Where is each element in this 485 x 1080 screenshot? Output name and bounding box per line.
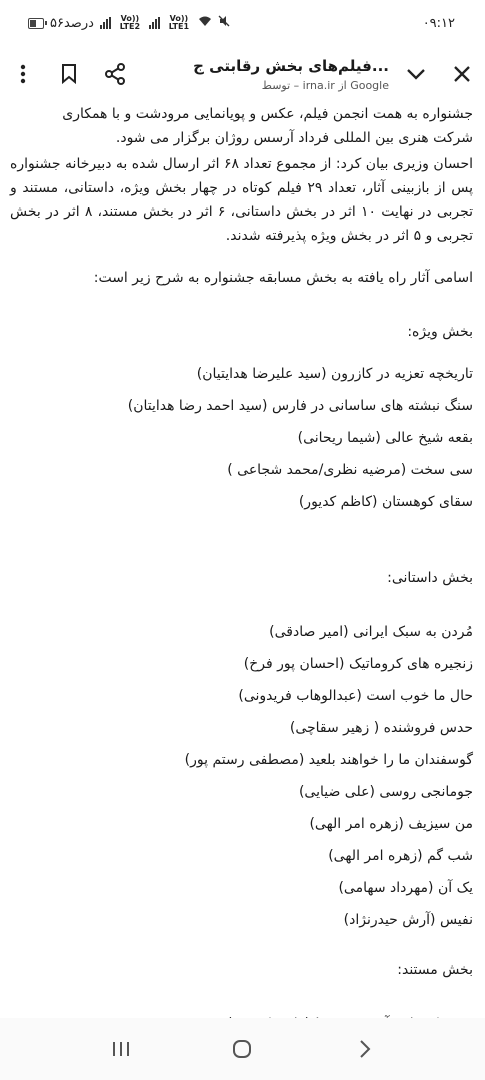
list-item: یک آن (مهرداد سهامی): [338, 880, 473, 896]
list-item: حدس فروشنده ( زهیر سقاچی): [289, 720, 473, 736]
list-item: سنگ نبشته های ساسانی در فارس (سید احمد رضا هدایتان): [127, 398, 473, 414]
wifi-icon: [198, 15, 212, 31]
list-item: سقای کوهستان (کاظم کدیور): [298, 494, 473, 510]
status-bar: [0, 0, 485, 46]
list-item: گوسفندان ما را خواهند بلعید (مصطفی رستم پور): [184, 752, 473, 768]
close-icon[interactable]: [449, 61, 475, 87]
battery-text: ۵۶درصد: [50, 15, 94, 31]
page-title: فیلم‌های بخش رقابتی ج...: [193, 56, 389, 75]
signal-icon: [100, 17, 111, 29]
network-1-label: Vo)) LTE1: [168, 14, 190, 31]
page-source: توسط – irna.ir از Google: [261, 78, 389, 92]
list-item: من سیزیف (زهره امر الهی): [309, 816, 473, 832]
section-heading-fiction: بخش داستانی:: [387, 570, 473, 586]
back-icon[interactable]: [344, 1029, 384, 1069]
recent-apps-icon[interactable]: [101, 1029, 141, 1069]
special-list: [10, 362, 473, 514]
list-item: شب گم (زهره امر الهی): [328, 848, 473, 864]
status-time: ۰۹:۱۲: [422, 15, 455, 31]
browser-toolbar: [0, 46, 485, 102]
list-item: مُردن به سبک ایرانی (امیر صادقی): [269, 624, 473, 640]
bookmark-icon[interactable]: [56, 61, 82, 87]
network-2-label: Vo)) LTE2: [119, 14, 141, 31]
status-left: [28, 15, 230, 31]
page-title-block[interactable]: [128, 57, 403, 92]
mute-icon: [218, 15, 230, 31]
list-item: بقعه شیخ عالی (شیما ریحانی): [297, 430, 473, 446]
list-item: حال ما خوب است (عبدالوهاب فریدونی): [238, 688, 473, 704]
list-item: زنجیره های کروماتیک (احسان پور فرخ): [243, 656, 473, 672]
intro-line: جشنواره به همت انجمن فیلم، عکس و پویانمایی مرودشت و با همکاری: [62, 106, 473, 122]
battery-icon: [28, 18, 44, 29]
chevron-down-icon[interactable]: [403, 61, 429, 87]
intro-line: شرکت هنری بین المللی فرداد آرسس روژان برگزار می شود.: [115, 130, 473, 146]
list-item: سی سخت (مرضیه نظری/محمد شجاعی ): [227, 462, 473, 478]
signal-icon: [149, 17, 160, 29]
more-options-icon[interactable]: [10, 61, 36, 87]
fiction-list: [10, 620, 473, 932]
home-icon[interactable]: [222, 1029, 262, 1069]
list-item: نفیس (آرش حیدرنژاد): [343, 912, 473, 928]
system-nav-bar: [0, 1018, 485, 1080]
section-heading-documentary: بخش مستند:: [397, 962, 473, 978]
list-intro: اسامی آثار راه یافته به بخش مسابقه جشنواره به شرح زیر است:: [93, 270, 473, 286]
article-paragraph: احسان وزیری بیان کرد: از مجموع تعداد ۶۸ اثر ارسال شده به دبیرخانه جشنواره پس از بازبینی آثار، تعداد ۲۹ فیلم کوتاه در چهار بخش ویژه، داستانی، مستند و تجربی در نهایت ۱۰ اثر در بخش داستانی، ۶ اثر در بخش مستند، ۸ اثر در بخش تجربی و ۵ اثر در بخش ویژه پذیرفته شدند.: [10, 156, 474, 244]
share-icon[interactable]: [102, 61, 128, 87]
list-item: تاریخچه تعزیه در کازرون (سید علیرضا هدایتیان): [196, 366, 473, 382]
list-item: جومانجی روسی (علی ضیایی): [298, 784, 473, 800]
section-heading-special: بخش ویژه:: [407, 324, 473, 340]
article-content: [0, 102, 485, 1018]
